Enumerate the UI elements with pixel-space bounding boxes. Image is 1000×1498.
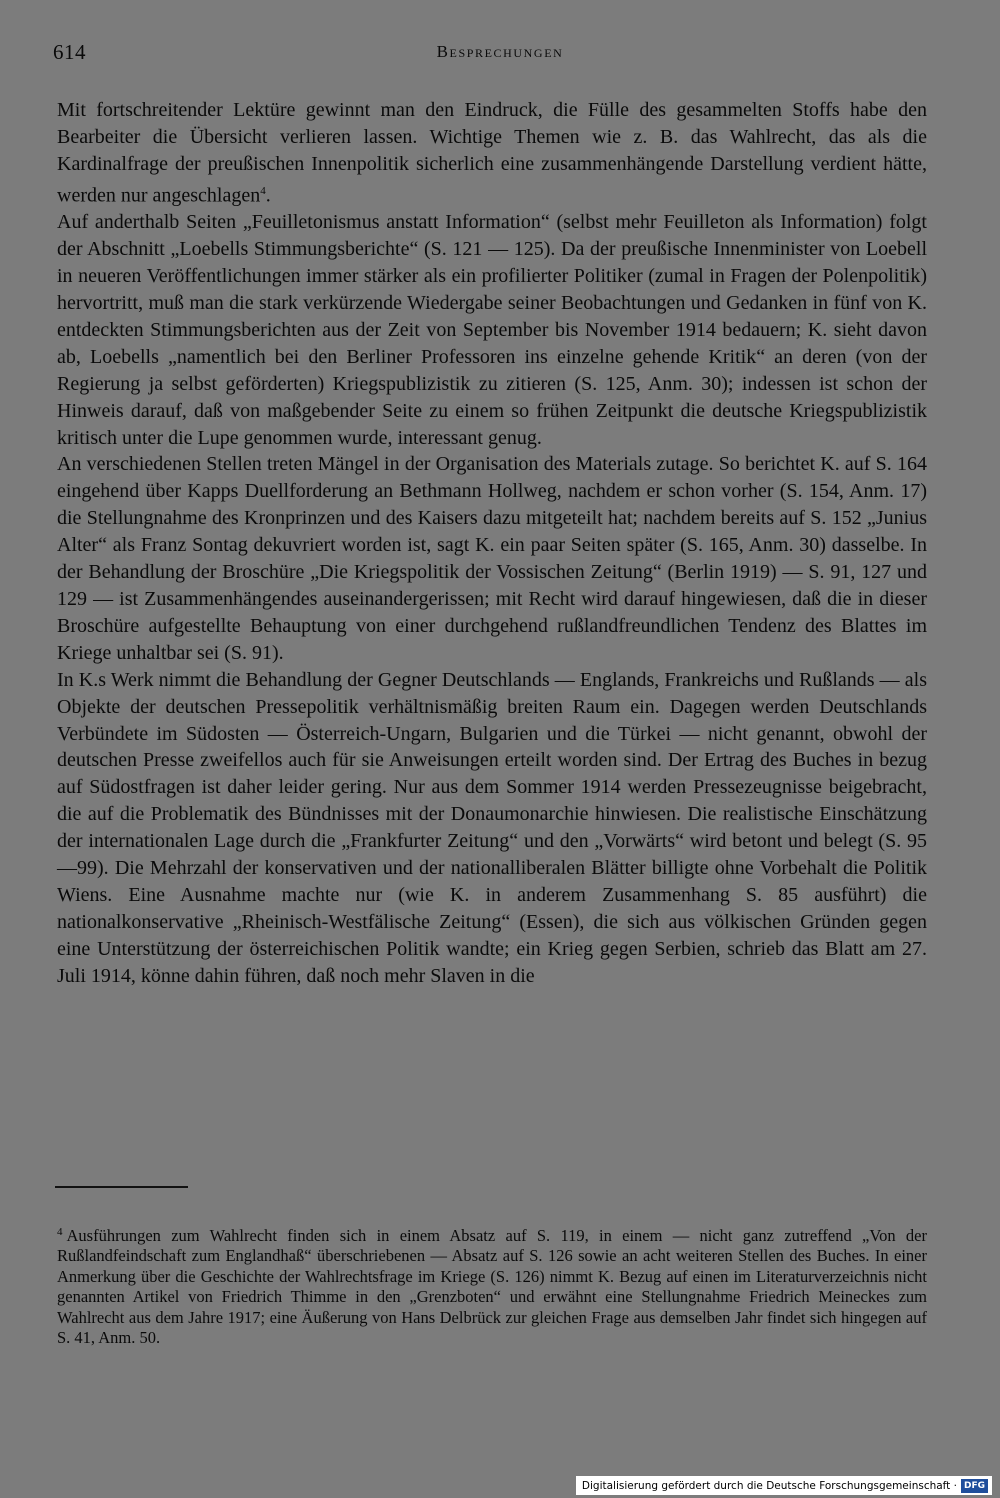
paragraph-text: Mit fortschreitender Lektüre gewinnt man den Eindruck, die Fülle des gesammelten Stoffs habe den Bearbeiter die Übersicht verlieren lassen. Wichtige Themen wie z. B. das Wahlrecht, das als die Kardinalfrage der preußischen Innenpolitik sicherlich eine zusammenhängende Darstellung verdient hätte, werden nur angeschlagen bbox=[57, 99, 927, 207]
footnote-divider bbox=[55, 1186, 188, 1188]
paragraph: An verschiedenen Stellen treten Mängel in der Organisation des Materials zutage. So berichtet K. auf S. 164 eingehend über Kapps Duellforderung an Bethmann Hollweg, nachdem er schon vorher (S. 154, Anm. 17) die Stellungnahme des Kronprinzen und des Kaisers dazu mitgeteilt hat; nachdem bereits auf S. 152 „Junius Alter“ als Franz Sontag dekuvriert worden ist, sagt K. ein paar Seiten später (S. 165, Anm. 30) dasselbe. In der Behandlung der Broschüre „Die Kriegspolitik der Vossischen Zeitung“ (Berlin 1919) — S. 91, 127 und 129 — ist Zusammenhängendes auseinandergerissen; mit Recht wird darauf hingewiesen, daß die in dieser Broschüre aufgestellte Behauptung von einer durchgehend rußlandfreundlichen Tendenz des Blattes im Kriege unhaltbar sei (S. 91). bbox=[57, 453, 927, 664]
running-header: Besprechungen bbox=[436, 42, 564, 61]
main-text bbox=[57, 97, 927, 990]
footnote bbox=[57, 1226, 927, 1348]
page-number: 614 bbox=[53, 40, 86, 64]
dfg-logo-icon: DFG bbox=[961, 1479, 988, 1493]
attribution-text: Digitalisierung gefördert durch die Deutsche Forschungsgemeinschaft · bbox=[581, 1479, 957, 1492]
footnote-marker: 4 bbox=[57, 1225, 63, 1238]
paragraph: In K.s Werk nimmt die Behandlung der Gegner Deutschlands — Englands, Frankreichs und Rußlands — als Objekte der deutschen Pressepolitik verhältnismäßig breiten Raum ein. Dagegen werden Deutschlands Verbündete im Südosten — Österreich-Ungarn, Bulgarien und die Türkei — nicht genannt, obwohl der deutschen Presse zweifellos auch für sie Anweisungen erteilt worden sind. Der Ertrag des Buches in bezug auf Südostfragen ist daher leider gering. Nur aus dem Sommer 1914 werden Pressezeugnisse beigebracht, die auf die Problematik des Bündnisses mit der Donaumonarchie hinwiesen. Die realistische Einschätzung der internationalen Lage durch die „Frankfurter Zeitung“ und den „Vorwärts“ wird betont und belegt (S. 95—99). Die Mehrzahl der konservativen und der nationalliberalen Blätter billigte ohne Vorbehalt die Politik Wiens. Eine Ausnahme machte nur (wie K. in anderem Zusammenhang S. 85 ausführt) die nationalkonservative „Rheinisch-Westfälische Zeitung“ (Essen), die sich aus völkischen Gründen gegen eine Unterstützung der österreichischen Politik wandte; ein Krieg gegen Serbien, schrieb das Blatt am 27. Juli 1914, könne dahin führen, daß noch mehr Slaven in die bbox=[57, 668, 927, 987]
footnote-reference[interactable]: 4 bbox=[260, 184, 266, 197]
paragraph bbox=[57, 97, 927, 209]
paragraph: Auf anderthalb Seiten „Feuilletonismus anstatt Information“ (selbst mehr Feuilleton als Information) folgt der Abschnitt „Loebells Stimmungsberichte“ (S. 121 — 125). Da der preußische Innenminister von Loebell in neueren Veröffentlichungen immer stärker als ein profilierter Politiker (zumal in Fragen der Polenpolitik) hervortritt, muß man die stark verkürzende Wiedergabe seiner Beobachtungen und Gedanken in fünf von K. entdeckten Stimmungsberichten aus der Zeit von September bis November 1914 bedauern; K. sieht davon ab, Loebells „namentlich bei den Berliner Professoren ins einzelne gehende Kritik“ an deren (von der Regierung ja selbst geförderten) Kriegspublizistik zu zitieren (S. 125, Anm. 30); indessen ist schon der Hinweis darauf, daß von maßgebender Seite zu einem so frühen Zeitpunkt die deutsche Kriegspublizistik kritisch unter die Lupe genommen wurde, interessant genug. bbox=[57, 211, 927, 449]
sentence-end: . bbox=[265, 184, 271, 207]
footnote-text: Ausführungen zum Wahlrecht finden sich in einem Absatz auf S. 119, in einem — nicht ganz zutreffend „Von der Rußlandfeindschaft zum Englandhaß“ überschriebenen — Absatz auf S. 126 sowie an acht weiteren Stellen des Buches. In einer Anmerkung über die Geschichte der Wahlrechtsfrage im Kriege (S. 126) nimmt K. Bezug auf einen im Literaturverzeichnis nicht genannten Artikel von Friedrich Thimme in den „Grenzboten“ und erwähnt eine Stellungnahme Friedrich Meineckes zum Wahlrecht aus dem Jahre 1917; eine Äußerung von Hans Delbrück zur gleichen Frage aus demselben Jahr findet sich hingegen auf S. 41, Anm. 50. bbox=[57, 1226, 927, 1348]
funding-attribution bbox=[576, 1476, 992, 1495]
